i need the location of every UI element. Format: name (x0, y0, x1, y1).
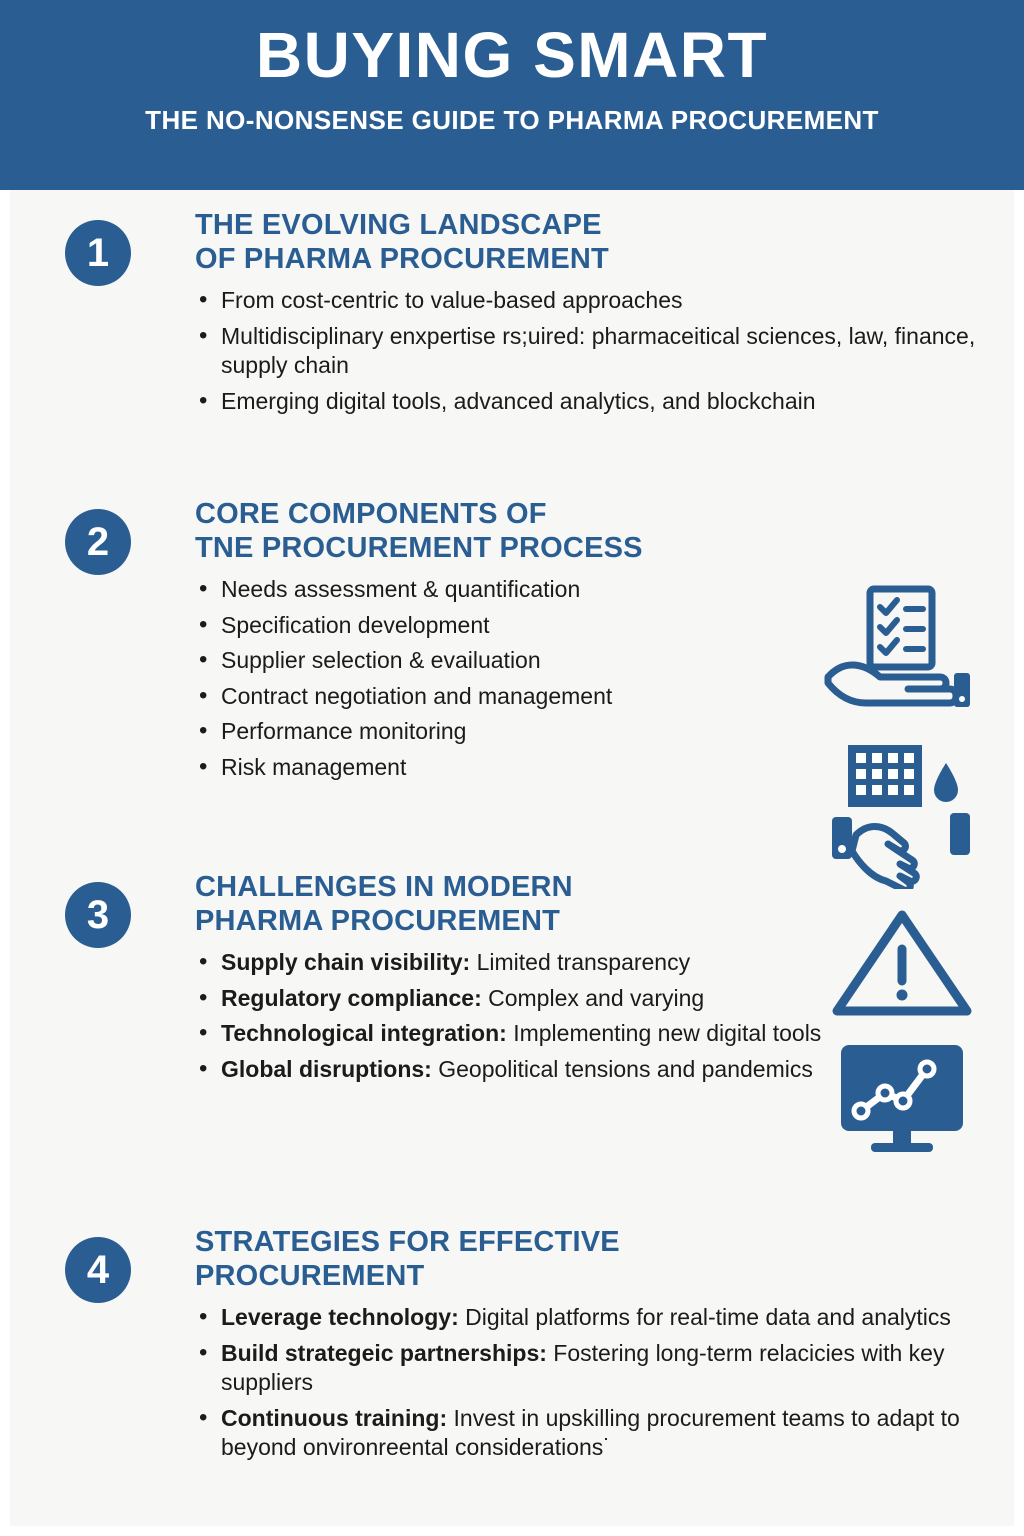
list-item (195, 1019, 845, 1048)
warning-triangle-icon (812, 903, 992, 1023)
list-item (195, 984, 845, 1013)
section-4 (10, 1225, 1024, 1469)
header-banner (0, 0, 1024, 190)
section-1-title-line-2: OF PHARMA PROCUREMENT (195, 243, 609, 276)
section-1 (10, 208, 1024, 422)
list-item (195, 717, 835, 746)
bullet-text: Digital platforms for real-time data and analytics (458, 1304, 951, 1331)
bullet-text: Geopolitical tensions and pandemics (431, 1055, 813, 1082)
list-item (195, 1303, 1024, 1332)
section-1-number: 1 (65, 220, 131, 286)
section-2-title-line-1: CORE COMPONENTS OF (195, 498, 547, 530)
checklist-on-hand-icon (812, 585, 992, 725)
list-item (195, 646, 835, 675)
section-4-number: 4 (65, 1237, 131, 1303)
bullet-text: Multidisciplinary enxpertise rs;uired: pharmaceitical sciences, law, finance, supply chain (221, 322, 976, 379)
section-2-number: 2 (65, 509, 131, 575)
bullet-text: Implementing new digital tools (506, 1020, 822, 1047)
bullet-lead: Regulatory compliance: (221, 984, 482, 1011)
section-4-bullets (195, 1303, 1024, 1462)
list-item (195, 1339, 1024, 1398)
list-item (195, 682, 835, 711)
section-1-title (195, 208, 1024, 276)
bullet-lead: Build strategeic partnerships: (221, 1339, 547, 1366)
list-item (195, 1055, 845, 1084)
bullet-lead: Leverage technology: (221, 1304, 459, 1331)
bullet-text: Invest in upskilling procurement teams to adapt to beyond onvironreental considerations˙ (221, 1404, 960, 1461)
list-item (195, 1404, 1024, 1463)
analytics-monitor-icon (812, 1037, 992, 1157)
section-3-title (195, 870, 870, 938)
section-3-title-line-2: PHARMA PROCUREMENT (195, 905, 561, 938)
bullet-text: Limited transparency (470, 949, 691, 976)
list-item (195, 575, 835, 604)
list-item (195, 753, 835, 782)
list-item (195, 948, 845, 977)
bullet-text: Performance monitoring (221, 718, 467, 745)
section-4-title (195, 1225, 1024, 1293)
section-4-title-line-2: PROCUREMENT (195, 1260, 425, 1293)
list-item (195, 286, 995, 315)
bullet-lead: Supply chain visibility: (221, 949, 471, 976)
section-4-title-line-1: STRATEGIES FOR EFFECTIVE (195, 1226, 620, 1258)
bullet-lead: Technological integration: (221, 1020, 507, 1047)
bullet-text: Fostering long-term relacicies with key suppliers (221, 1339, 945, 1396)
section-2-title (195, 497, 870, 565)
section-2 (10, 497, 870, 788)
list-item (195, 322, 995, 381)
bullet-text: Risk management (221, 753, 407, 780)
page-subtitle: THE NO-NONSENSE GUIDE TO PHARMA PROCUREMENT (145, 105, 879, 136)
section-1-title-line-1: THE EVOLVING LANDSCAPE (195, 209, 602, 241)
bullet-text: Complex and varying (481, 984, 705, 1011)
list-item (195, 611, 835, 640)
list-item (195, 387, 995, 416)
bullet-text: Specification development (221, 611, 490, 638)
section-3 (10, 870, 870, 1090)
section-3-number: 3 (65, 882, 131, 948)
page-title: BUYING SMART (255, 19, 769, 91)
section-2-title-line-2: TNE PROCUREMENT PROCESS (195, 532, 643, 565)
bullet-text: Needs assessment & quantification (221, 576, 581, 603)
bullet-text: Emerging digital tools, advanced analytics, and blockchain (221, 387, 816, 414)
bullet-text: From cost-centric to value-based approaches (221, 287, 683, 314)
bullet-text: Supplier selection & evailuation (221, 647, 541, 674)
section-3-bullets (195, 948, 845, 1084)
handshake-building-icon (812, 739, 992, 889)
bullet-text: Contract negotiation and management (221, 682, 613, 709)
bullet-lead: Continuous training: (221, 1404, 448, 1431)
section-2-bullets (195, 575, 835, 782)
sections-container (10, 190, 1014, 1526)
icon-column (812, 585, 992, 1171)
section-1-bullets (195, 286, 995, 416)
bullet-lead: Global disruptions: (221, 1055, 432, 1082)
section-3-title-line-1: CHALLENGES IN MODERN (195, 871, 573, 903)
